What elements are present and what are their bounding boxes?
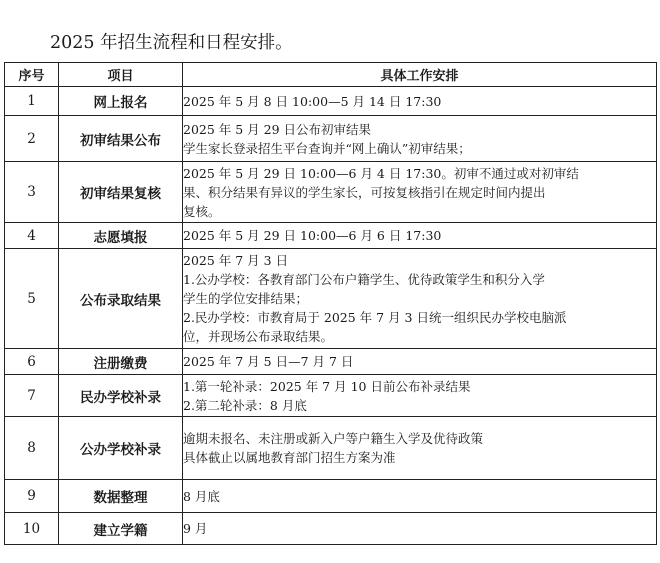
row-serial-number: 3 — [5, 162, 59, 223]
table-header — [5, 63, 657, 87]
row-item: 建立学籍 — [59, 513, 183, 545]
row-serial-number: 9 — [5, 480, 59, 513]
row-item: 初审结果复核 — [59, 162, 183, 223]
arrangement-line: 复核。 — [183, 203, 221, 219]
table-row — [5, 116, 657, 162]
row-serial-number: 4 — [5, 223, 59, 249]
table-row — [5, 223, 657, 249]
arrangement-line: 1.第一轮补录：2025 年 7 月 10 日前公布补录结果 — [183, 378, 471, 394]
table-row — [5, 480, 657, 513]
arrangement-line: 2.第二轮补录：8 月底 — [183, 397, 307, 413]
header-row — [5, 63, 657, 87]
row-item: 民办学校补录 — [59, 375, 183, 417]
row-arrangement — [183, 87, 657, 116]
row-arrangement — [183, 513, 657, 545]
table-body — [5, 87, 657, 545]
table-row — [5, 513, 657, 545]
row-arrangement — [183, 249, 657, 349]
table-row — [5, 417, 657, 480]
arrangement-line: 学生家长登录招生平台查询并“网上确认”初审结果； — [183, 140, 471, 156]
arrangement-line: 2025 年 7 月 3 日 — [183, 253, 289, 268]
table-row — [5, 249, 657, 349]
arrangement-line: 8 月底 — [183, 488, 220, 504]
arrangement-line: 9 月 — [183, 521, 208, 536]
row-item: 网上报名 — [59, 87, 183, 116]
arrangement-line: 2025 年 5 月 29 日 10:00—6 月 6 日 17:30 — [183, 228, 442, 243]
row-item: 公办学校补录 — [59, 417, 183, 480]
row-serial-number: 1 — [5, 87, 59, 116]
table-row — [5, 349, 657, 375]
row-item: 数据整理 — [59, 480, 183, 513]
arrangement-line: 学生的学位安排结果； — [183, 291, 309, 306]
header-serial-number: 序号 — [5, 63, 59, 87]
row-serial-number: 5 — [5, 249, 59, 349]
arrangement-line: 1.公办学校：各教育部门公布户籍学生、优待政策学生和积分入学 — [183, 272, 545, 287]
header-item: 项目 — [59, 63, 183, 87]
row-item: 公布录取结果 — [59, 249, 183, 349]
row-serial-number: 7 — [5, 375, 59, 417]
row-arrangement — [183, 480, 657, 513]
row-serial-number: 2 — [5, 116, 59, 162]
row-serial-number: 8 — [5, 417, 59, 480]
arrangement-line: 2025 年 7 月 5 日—7 月 7 日 — [183, 354, 354, 369]
row-arrangement — [183, 162, 657, 223]
row-item: 志愿填报 — [59, 223, 183, 249]
arrangement-line: 位，并现场公布录取结果。 — [183, 329, 334, 344]
row-serial-number: 6 — [5, 349, 59, 375]
table-row — [5, 375, 657, 417]
row-item: 注册缴费 — [59, 349, 183, 375]
arrangement-line: 2025 年 5 月 29 日公布初审结果 — [183, 121, 372, 137]
header-arrangement: 具体工作安排 — [183, 63, 657, 87]
schedule-table — [4, 62, 657, 545]
arrangement-line: 逾期未报名、未注册或新入户等户籍生入学及优待政策 — [183, 431, 484, 446]
table-row — [5, 162, 657, 223]
arrangement-line: 具体截止以属地教育部门招生方案为准 — [183, 450, 396, 465]
row-arrangement — [183, 349, 657, 375]
row-serial-number: 10 — [5, 513, 59, 545]
row-item: 初审结果公布 — [59, 116, 183, 162]
row-arrangement — [183, 223, 657, 249]
row-arrangement — [183, 417, 657, 480]
arrangement-line: 果、积分结果有异议的学生家长，可按复核指引在规定时间内提出 — [183, 184, 546, 200]
document-title: 2025 年招生流程和日程安排。 — [50, 33, 293, 53]
row-arrangement — [183, 116, 657, 162]
row-arrangement — [183, 375, 657, 417]
arrangement-line: 2025 年 5 月 8 日 10:00—5 月 14 日 17:30 — [183, 93, 442, 109]
table-row — [5, 87, 657, 116]
arrangement-line: 2025 年 5 月 29 日 10:00—6 月 4 日 17:30。初审不通过或对初审结 — [183, 165, 579, 181]
arrangement-line: 2.民办学校：市教育局于 2025 年 7 月 3 日统一组织民办学校电脑派 — [183, 310, 567, 325]
